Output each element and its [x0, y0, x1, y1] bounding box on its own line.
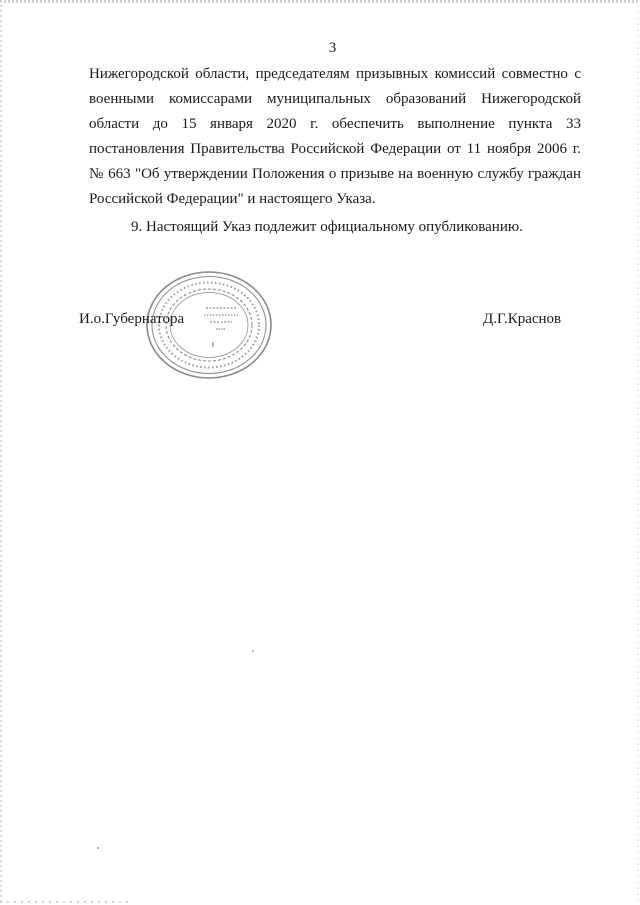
scan-speck: [97, 847, 99, 849]
scan-edge-top: [0, 0, 640, 3]
scan-edge-bottom: [0, 901, 130, 903]
page-number: 3: [328, 40, 337, 56]
signature-block: [0, 311, 640, 335]
document-body: [89, 62, 581, 240]
continuation-paragraph: Нижегородской области, председателям призывных комиссий совместно с военными комиссарами муниципальных образований Нижегородской области до 15 января 2020 г. обеспечить выполнение пункта 33 постановления Правительства Российской Федерации от 11 ноября 2006 г. № 663 "Об утверждении Положения о призыве на военную службу граждан Российской Федерации" и настоящего Указа.: [89, 66, 581, 207]
signer-title: И.о.Губернатора: [79, 311, 185, 327]
scan-edge-right: [637, 0, 639, 905]
signer-name: Д.Г.Краснов: [483, 311, 562, 327]
paragraph-9: 9. Настоящий Указ подлежит официальному опубликованию.: [131, 219, 523, 235]
scan-edge-left: [0, 0, 2, 905]
scan-speck: [252, 650, 254, 652]
